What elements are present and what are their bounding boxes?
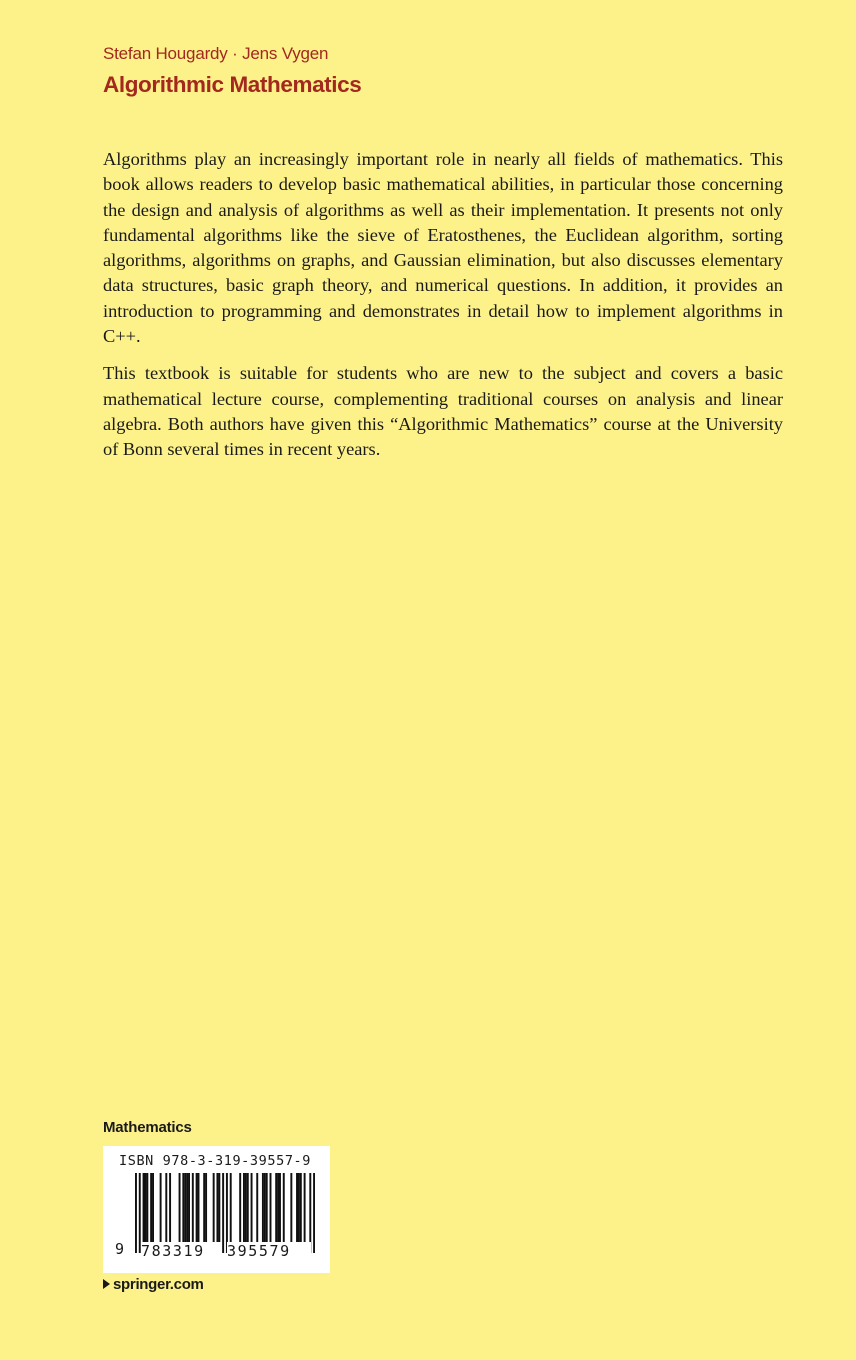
barcode-bar [205, 1173, 207, 1243]
barcode-bar [135, 1173, 137, 1253]
barcode-bar [304, 1173, 306, 1243]
barcode-bar [300, 1173, 302, 1243]
barcode-bar [313, 1173, 315, 1253]
barcode-bar [182, 1173, 184, 1243]
barcode-bar [192, 1173, 194, 1243]
barcode-bar [218, 1173, 220, 1243]
barcode-bar [298, 1173, 300, 1243]
subject-label: Mathematics [103, 1119, 192, 1136]
barcode-bar [277, 1173, 279, 1243]
barcode-bar [243, 1173, 245, 1243]
barcode-bar [165, 1173, 167, 1243]
barcode-bar [150, 1173, 152, 1243]
barcode-bar [143, 1173, 145, 1243]
barcode-bar [188, 1173, 190, 1243]
blurb-paragraph-2: This textbook is suitable for students who are new to the subject and covers a basic mathematical lecture course, complementing traditional courses on analysis and linear algebra. Both authors have given this “Algorithmic Mathematics” course at the University of Bonn several times in recent years. [103, 363, 783, 460]
barcode-bar [152, 1173, 154, 1243]
barcode-bar [222, 1173, 224, 1253]
blurb [103, 147, 783, 475]
isbn-label: ISBN 978-3-319-39557-9 [119, 1153, 312, 1169]
barcode-bar [256, 1173, 258, 1243]
barcode-first-digit: 9 [115, 1240, 125, 1258]
barcode-bar [290, 1173, 292, 1243]
barcode-bar [196, 1173, 198, 1243]
barcode-bar [179, 1173, 181, 1243]
blurb-paragraph-1: Algorithms play an increasingly important role in nearly all fields of mathematics. This book allows readers to develop basic mathematical abilities, in particular those concerning the design and analysis of algorithms as well as their implementation. It presents not only fundamental algorithms like the sieve of Eratosthenes, the Euclidean algorithm, sorting algorithms, algorithms on graphs, and Gaussian elimination, but also discusses elementary data structures, basic graph theory, and numerical questions. In addition, it provides an introduction to programming and demonstrates in detail how to implement algorithms in C++. [103, 149, 783, 347]
barcode-bar [309, 1173, 311, 1253]
barcode-bar [216, 1173, 218, 1243]
barcode-bar [139, 1173, 141, 1253]
barcode-bar [296, 1173, 298, 1243]
barcode-bar [264, 1173, 266, 1243]
barcode-bar [245, 1173, 247, 1243]
barcode-bar [160, 1173, 162, 1243]
barcode-bar [186, 1173, 188, 1243]
barcode-bar [198, 1173, 200, 1243]
barcode-bar [203, 1173, 205, 1243]
barcode-bar [283, 1173, 285, 1243]
publisher-link[interactable] [103, 1276, 204, 1293]
publisher-link-text: springer.com [113, 1276, 204, 1293]
book-title: Algorithmic Mathematics [103, 72, 362, 97]
barcode-bar [239, 1173, 241, 1243]
barcode [103, 1146, 330, 1273]
barcode-bar [275, 1173, 277, 1243]
authors: Stefan Hougardy · Jens Vygen [103, 44, 329, 63]
barcode-bar [266, 1173, 268, 1243]
barcode-bar [213, 1173, 215, 1243]
barcode-bar [169, 1173, 171, 1243]
barcode-bar [262, 1173, 264, 1243]
barcode-left-digits: 783319 [141, 1242, 221, 1260]
arrow-right-icon [103, 1279, 110, 1289]
barcode-bars [135, 1173, 315, 1253]
barcode-bar [251, 1173, 253, 1243]
barcode-right-digits: 395579 [227, 1242, 311, 1260]
barcode-bar [226, 1173, 228, 1253]
barcode-bar [144, 1173, 146, 1243]
barcode-bar [279, 1173, 281, 1243]
barcode-bar [184, 1173, 186, 1243]
barcode-bar [270, 1173, 272, 1243]
barcode-bar [146, 1173, 148, 1243]
barcode-bar [230, 1173, 232, 1243]
barcode-bar [247, 1173, 249, 1243]
